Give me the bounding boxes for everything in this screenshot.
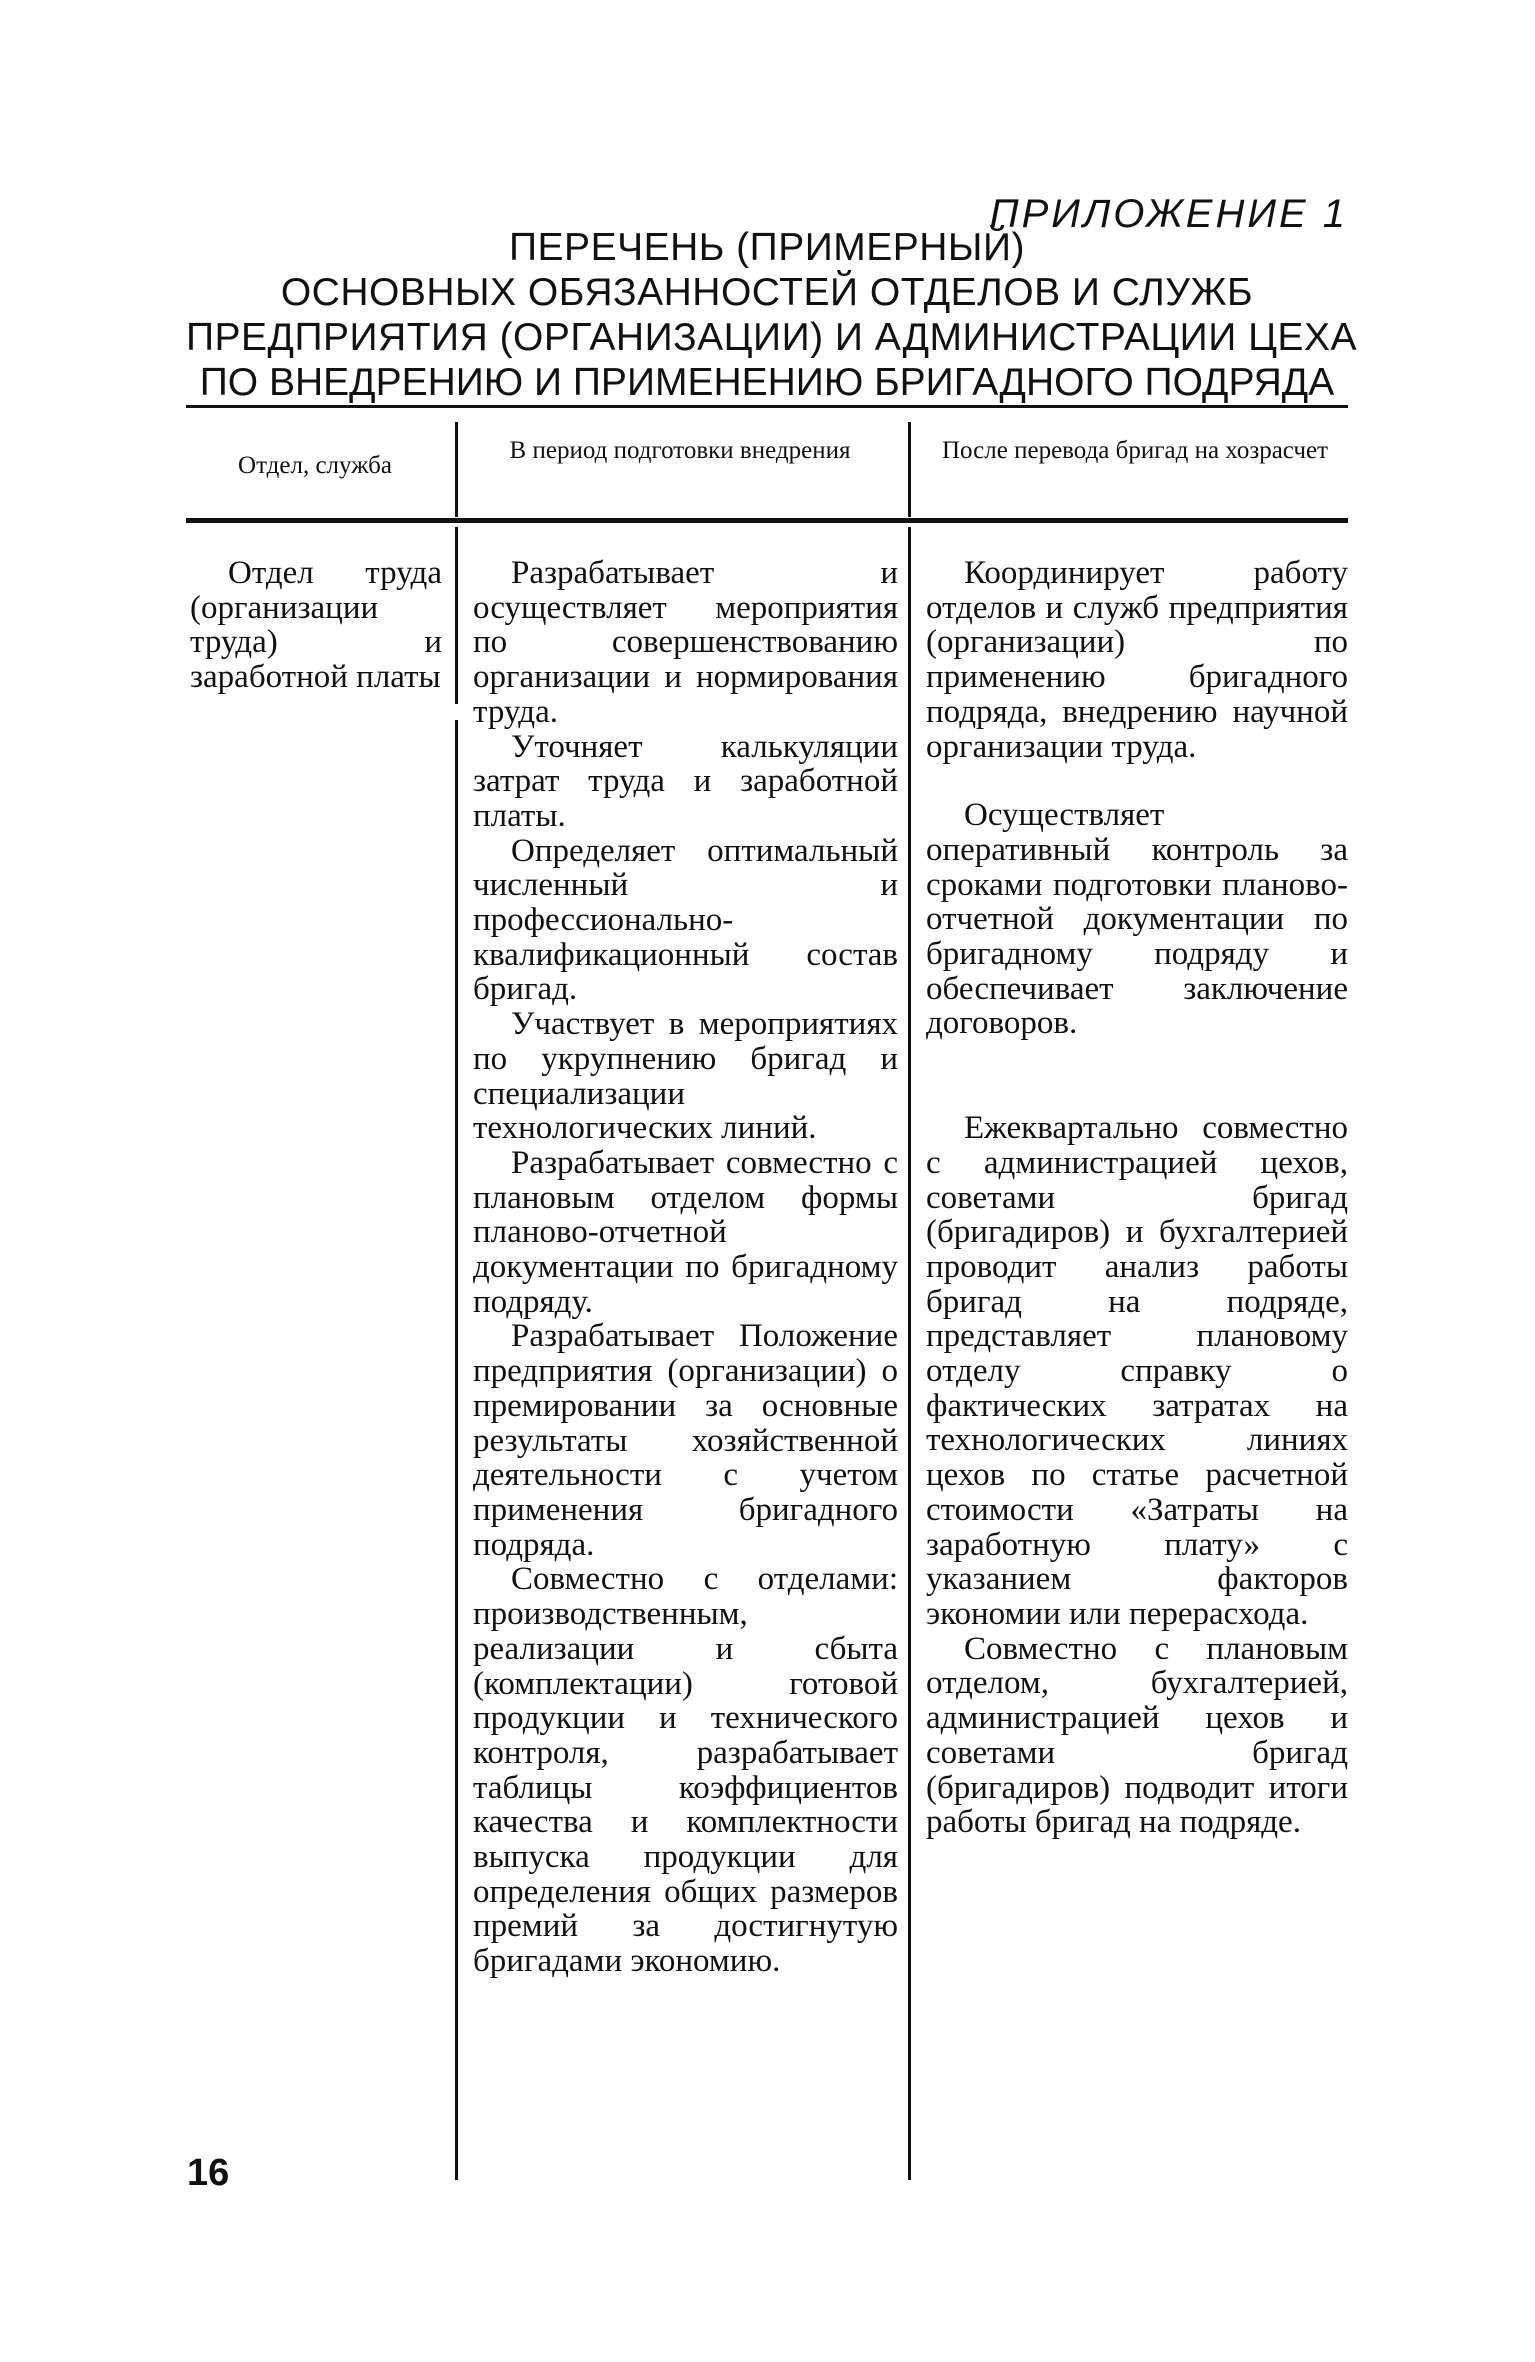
duty-paragraph: Осуществляет оперативный контроль за сроками подготовки планово-отчетной документации по бригадному подряду и обеспечивает заключение договоров. — [926, 797, 1348, 1042]
duty-paragraph: Участвует в мероприятиях по укрупнению бригад и специализации технологических линий. — [473, 1006, 898, 1147]
column-divider — [455, 720, 458, 2180]
appendix-label: ПРИЛОЖЕНИЕ 1 — [989, 192, 1348, 236]
column-divider — [455, 422, 458, 517]
duty-paragraph: Разрабатывает совместно с плановым отделом формы планово-отчетной документации по бригадному подряду. — [473, 1144, 898, 1320]
page-number: 16 — [187, 2152, 230, 2194]
column-header-after-transfer: После перевода бригад на хозрасчет — [942, 437, 1328, 464]
duty-paragraph: Определяет оптимальный численный и профессионально-квалификационный состав бригад. — [473, 832, 898, 1008]
title-line: ОСНОВНЫХ ОБЯЗАННОСТЕЙ ОТДЕЛОВ И СЛУЖБ — [280, 271, 1254, 314]
department-name: Отдел труда (организации труда) и заработной платы — [190, 555, 442, 696]
column-divider — [908, 422, 911, 517]
department-column — [190, 556, 442, 695]
duty-paragraph: Совместно с отделами: производственным, реализации и сбыта (комплектации) готовой продукции и технического контроля, разрабатывает таблицы коэффициентов качества и комплектности выпуска продукции для определения общих размеров премий за достигнутую бригадами экономию. — [473, 1561, 898, 1980]
title-line: ПО ВНЕДРЕНИЮ И ПРИМЕНЕНИЮ БРИГАДНОГО ПОДРЯДА — [199, 361, 1335, 404]
title-line: ПРЕДПРИЯТИЯ (ОРГАНИЗАЦИИ) И АДМИНИСТРАЦИИ ЦЕХА — [186, 316, 1357, 359]
column-divider — [455, 527, 458, 704]
document-title — [186, 225, 1357, 405]
after-transfer-column — [926, 556, 1348, 1840]
column-header-department: Отдел, служба — [238, 452, 392, 479]
title-rule — [186, 405, 1348, 408]
column-header-preparation: В период подготовки внедрения — [509, 437, 851, 464]
duty-paragraph: Координирует работу отделов и служб предприятия (организации) по применению бригадного подряда, внедрению научной организации труда. — [926, 555, 1348, 765]
duty-paragraph: Разрабатывает Положение предприятия (организации) о премировании за основные результаты хозяйственной деятельности с учетом применения бригадного подряда. — [473, 1318, 898, 1563]
preparation-column — [473, 556, 898, 1979]
duty-paragraph: Уточняет калькуляции затрат труда и заработной платы. — [473, 728, 898, 834]
column-divider — [908, 527, 911, 2180]
header-rule — [186, 518, 1348, 523]
title-line: ПЕРЕЧЕНЬ (ПРИМЕРНЫЙ) — [509, 226, 1025, 269]
duty-paragraph: Совместно с плановым отделом, бухгалтерией, администрацией цехов и советами бригад (бригадиров) подводит итоги работы бригад на подряде. — [926, 1630, 1348, 1841]
duty-paragraph: Ежеквартально совместно с администрацией цехов, советами бригад (бригадиров) и бухгалтерией проводит анализ работы бригад на подряде, представляет плановому отделу справку о фактических затратах на технологических линиях цехов по статье расчетной стоимости «Затраты на заработную плату» с указанием факторов экономии или перерасхода. — [926, 1110, 1348, 1632]
duty-paragraph: Разрабатывает и осуществляет мероприятия по совершенствованию организации и нормирования труда. — [473, 555, 898, 730]
